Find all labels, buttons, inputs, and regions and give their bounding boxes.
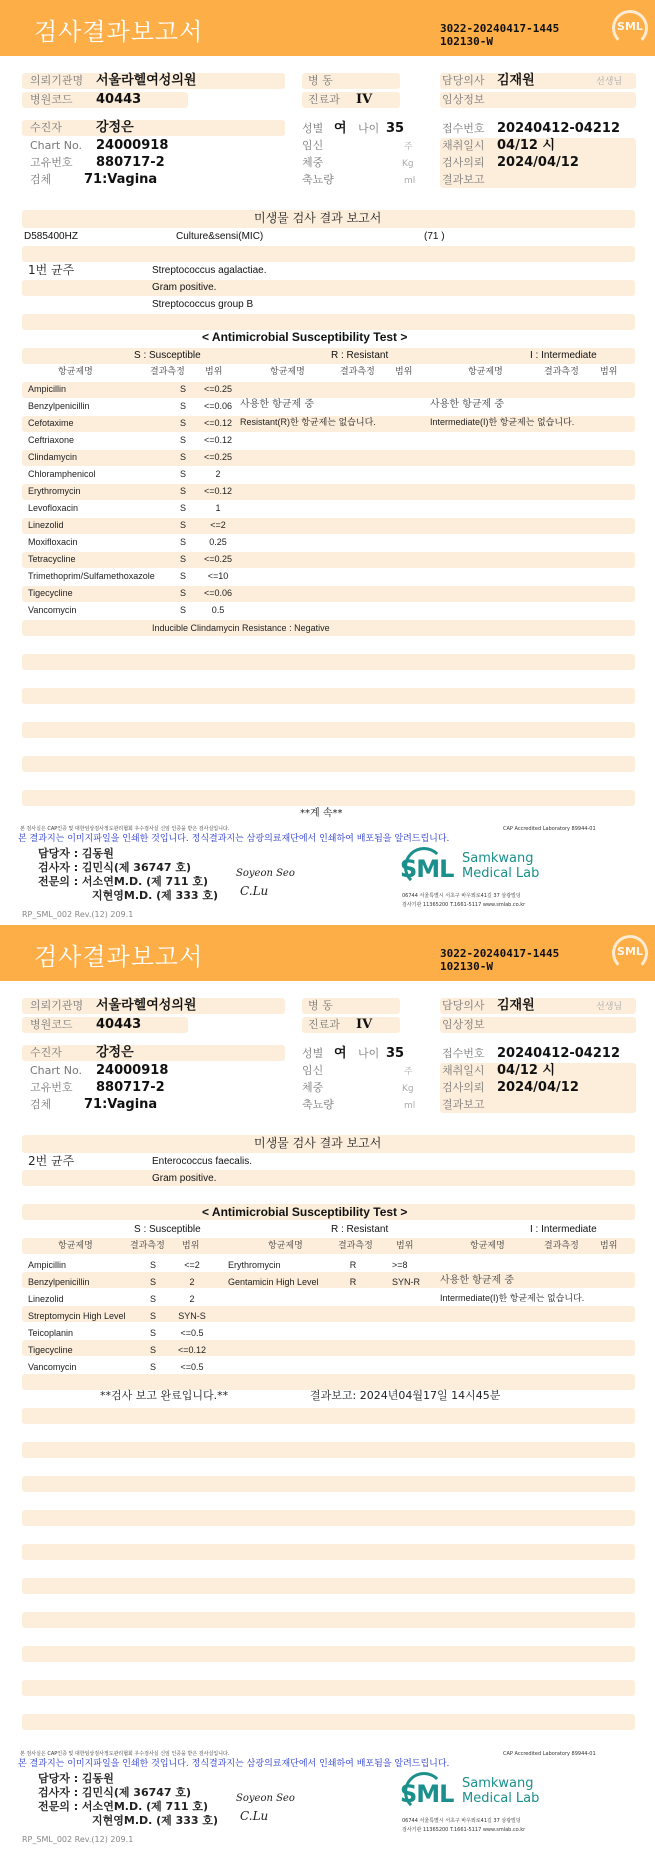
drug-result: S bbox=[179, 384, 186, 394]
report-label: 결과보고 bbox=[442, 1098, 485, 1111]
drug-result: S bbox=[149, 1328, 156, 1338]
dept-value: IV bbox=[356, 1017, 373, 1032]
drug-result: S bbox=[149, 1362, 156, 1372]
legend-susceptible: S : Susceptible bbox=[134, 1224, 201, 1235]
col-range: 범위 bbox=[600, 367, 618, 377]
clinical-label: 임상정보 bbox=[442, 93, 485, 106]
col-drug: 항균제명 bbox=[270, 367, 305, 377]
doc-id-line1: 3022-20240417-1445 bbox=[440, 947, 560, 960]
drug-result: S bbox=[149, 1260, 156, 1270]
name-label: 수진자 bbox=[30, 1046, 62, 1059]
tester: 검사자 : 김민식(제 36747 호) bbox=[38, 1786, 192, 1799]
drug-result: S bbox=[149, 1294, 156, 1304]
clinical-label: 임상정보 bbox=[442, 1018, 485, 1031]
signature-1: Soyeon Seo bbox=[236, 868, 295, 879]
legend-resistant: R : Resistant bbox=[331, 350, 389, 361]
test-name: Culture&sensi(MIC) bbox=[176, 231, 264, 242]
isolate-label: 2번 균주 bbox=[28, 1154, 75, 1168]
name-value: 강정은 bbox=[96, 1045, 134, 1060]
hospital-code-label: 병원코드 bbox=[30, 1018, 73, 1031]
col-result: 결과측정 bbox=[544, 1241, 579, 1251]
drug-result: S bbox=[149, 1311, 156, 1321]
drug-range: <=0.06 bbox=[203, 588, 233, 598]
drug-name: Tetracycline bbox=[28, 554, 76, 564]
drug-range: <=0.12 bbox=[177, 1345, 207, 1355]
drug-name: Tigecycline bbox=[28, 1345, 73, 1355]
report-page-2 bbox=[0, 925, 655, 1850]
cert-note: 본 검사실은 CAP인증 및 대한임상검사정도관리협회 우수검사실 신임 인증을 받은 검사실입니다. bbox=[20, 826, 230, 832]
doc-id-line2: 102130-W bbox=[440, 35, 493, 48]
drug-range: <=0.12 bbox=[203, 418, 233, 428]
col-range: 범위 bbox=[396, 1241, 414, 1251]
drug-name: Ampicillin bbox=[28, 1260, 67, 1270]
age-value: 35 bbox=[386, 121, 405, 136]
sex-label: 성별 bbox=[302, 1047, 324, 1060]
drug-range: <=0.25 bbox=[203, 384, 233, 394]
specimen-label: 검체 bbox=[30, 173, 52, 186]
notice-text: 본 결과지는 이미지파일을 인쇄한 것입니다. 정식결과지는 삼광의료재단에서 인쇄하여 배포됨을 알려드립니다. bbox=[18, 1759, 450, 1769]
drug-name: Chloramphenicol bbox=[28, 469, 96, 479]
lab-address: 06744 서울특별시 서초구 바우뫼로41길 37 삼광빌딩 bbox=[402, 893, 521, 899]
drug-name: Levofloxacin bbox=[28, 503, 79, 513]
drug-result: S bbox=[179, 469, 186, 479]
drug-name: Linezolid bbox=[28, 1294, 64, 1304]
receipt-value: 20240412-04212 bbox=[497, 1046, 620, 1061]
drug-result: S bbox=[179, 401, 186, 411]
drug-name: Vancomycin bbox=[28, 605, 77, 615]
id-label: 고유번호 bbox=[30, 156, 73, 169]
chart-value: 24000918 bbox=[96, 138, 169, 153]
drug-range: 2 bbox=[189, 1277, 195, 1287]
lab-license: 검사기관 11365200 T.1661-5117 www.smlab.co.kr bbox=[402, 1827, 526, 1833]
sex-label: 성별 bbox=[302, 122, 324, 135]
receipt-label: 접수번호 bbox=[442, 1047, 485, 1060]
i-note-1: 사용한 항균제 중 bbox=[440, 1275, 514, 1286]
weight-label: 체중 bbox=[302, 1081, 324, 1094]
doctor-suffix: 선생님 bbox=[596, 77, 623, 87]
sex-value: 여 bbox=[334, 121, 347, 136]
drug-name: Cefotaxime bbox=[28, 418, 74, 428]
col-drug: 항균제명 bbox=[470, 1241, 505, 1251]
sml-mark: SML bbox=[400, 1780, 454, 1808]
urine-unit: ml bbox=[404, 1101, 416, 1111]
col-result: 결과측정 bbox=[150, 367, 185, 377]
chart-value: 24000918 bbox=[96, 1063, 169, 1078]
hospital-code-value: 40443 bbox=[96, 92, 142, 107]
sml-lab-logo-icon bbox=[400, 1772, 600, 1812]
collect-value: 04/12 시 bbox=[497, 138, 556, 153]
specialist: 전문의 : 서소연M.D. (제 711 호) bbox=[38, 1800, 209, 1813]
r-note-2: Resistant(R)한 항균제는 없습니다. bbox=[240, 417, 376, 427]
drug-result: S bbox=[179, 571, 186, 581]
specialist-2: 지현영M.D. (제 333 호) bbox=[92, 889, 219, 902]
drug-result: S bbox=[179, 537, 186, 547]
pregnancy-label: 임신 bbox=[302, 1064, 324, 1077]
chart-label: Chart No. bbox=[30, 1064, 82, 1077]
ward-label: 병 동 bbox=[308, 74, 333, 87]
request-value: 2024/04/12 bbox=[497, 1080, 579, 1095]
pregnancy-unit: 주 bbox=[404, 1067, 413, 1077]
inducible-clindamycin-result: Inducible Clindamycin Resistance : Negative bbox=[152, 623, 330, 633]
drug-name: Tigecycline bbox=[28, 588, 73, 598]
r-note-1: 사용한 항균제 중 bbox=[240, 399, 314, 410]
drug-name: Streptomycin High Level bbox=[28, 1311, 126, 1321]
col-result: 결과측정 bbox=[544, 367, 579, 377]
drug-name: Erythromycin bbox=[228, 1260, 281, 1270]
ward-label: 병 동 bbox=[308, 999, 333, 1012]
col-range: 범위 bbox=[600, 1241, 618, 1251]
lab-license: 검사기관 11365200 T.1661-5117 www.smlab.co.kr bbox=[402, 902, 526, 908]
drug-range: 0.25 bbox=[209, 537, 227, 547]
signature-2: C.Lu bbox=[240, 884, 269, 898]
legend-intermediate: I : Intermediate bbox=[530, 1224, 597, 1235]
drug-result: S bbox=[149, 1277, 156, 1287]
drug-range: <=0.5 bbox=[180, 1328, 204, 1338]
col-range: 범위 bbox=[182, 1241, 200, 1251]
age-label: 나이 bbox=[358, 122, 380, 135]
sex-value: 여 bbox=[334, 1046, 347, 1061]
drug-result: S bbox=[179, 503, 186, 513]
form-code: RP_SML_002 Rev.(12) 209.1 bbox=[22, 1835, 134, 1844]
drug-range: 2 bbox=[189, 1294, 195, 1304]
col-drug: 항균제명 bbox=[268, 1241, 303, 1251]
institution-label: 의뢰기관명 bbox=[30, 999, 84, 1012]
signature-2: C.Lu bbox=[240, 1809, 269, 1823]
lab-name-1: Samkwang bbox=[462, 851, 534, 866]
i-note-1: 사용한 항균제 중 bbox=[430, 399, 504, 410]
legend-resistant: R : Resistant bbox=[331, 1224, 389, 1235]
specialist: 전문의 : 서소연M.D. (제 711 호) bbox=[38, 875, 209, 888]
name-label: 수진자 bbox=[30, 121, 62, 134]
legend-intermediate: I : Intermediate bbox=[530, 350, 597, 361]
drug-result: S bbox=[149, 1345, 156, 1355]
doctor-value: 김재원 bbox=[497, 73, 535, 88]
doctor-label: 담당의사 bbox=[442, 999, 485, 1012]
cap-accreditation: CAP Accredited Laboratory 89944-01 bbox=[503, 826, 596, 832]
id-value: 880717-2 bbox=[96, 155, 165, 170]
micro-section-title: 미생물 검사 결과 보고서 bbox=[254, 1136, 382, 1150]
specialist-2: 지현영M.D. (제 333 호) bbox=[92, 1814, 219, 1827]
col-drug: 항균제명 bbox=[468, 367, 503, 377]
weight-unit: Kg bbox=[402, 1084, 414, 1094]
doctor-label: 담당의사 bbox=[442, 74, 485, 87]
drug-range: 1 bbox=[215, 503, 221, 513]
drug-range: <=10 bbox=[207, 571, 229, 581]
sml-header-logo-icon: SML bbox=[612, 935, 648, 971]
drug-range: <=0.25 bbox=[203, 452, 233, 462]
isolate-line: Streptococcus group B bbox=[152, 299, 254, 310]
col-drug: 항균제명 bbox=[58, 1241, 93, 1251]
sml-mark: SML bbox=[400, 855, 454, 883]
collect-value: 04/12 시 bbox=[497, 1063, 556, 1078]
urine-unit: ml bbox=[404, 176, 416, 186]
drug-name: Gentamicin High Level bbox=[228, 1277, 319, 1287]
drug-range: >=8 bbox=[392, 1260, 408, 1270]
drug-result: S bbox=[179, 605, 186, 615]
col-range: 범위 bbox=[395, 367, 413, 377]
manager: 담당자 : 김동원 bbox=[38, 1772, 114, 1785]
name-value: 강정은 bbox=[96, 120, 134, 135]
lab-address: 06744 서울특별시 서초구 바우뫼로41길 37 삼광빌딩 bbox=[402, 1818, 521, 1824]
receipt-value: 20240412-04212 bbox=[497, 121, 620, 136]
drug-name: Ampicillin bbox=[28, 384, 67, 394]
drug-range: <=0.5 bbox=[180, 1362, 204, 1372]
report-title: 검사결과보고서 bbox=[34, 18, 204, 46]
drug-name: Benzylpenicillin bbox=[28, 401, 90, 411]
drug-name: Linezolid bbox=[28, 520, 64, 530]
dept-value: IV bbox=[356, 92, 373, 107]
cap-accreditation: CAP Accredited Laboratory 89944-01 bbox=[503, 1751, 596, 1757]
continued-text: **계 속** bbox=[300, 808, 343, 819]
age-value: 35 bbox=[386, 1046, 405, 1061]
doc-id-line1: 3022-20240417-1445 bbox=[440, 22, 560, 35]
drug-name: Clindamycin bbox=[28, 452, 78, 462]
isolate-line: Gram positive. bbox=[152, 1173, 217, 1184]
drug-name: Trimethoprim/Sulfamethoxazole bbox=[28, 571, 155, 581]
isolate-line: Gram positive. bbox=[152, 282, 217, 293]
institution-value: 서울라헬여성의원 bbox=[96, 73, 197, 88]
sml-header-logo-icon: SML bbox=[612, 10, 648, 46]
drug-range: <=0.25 bbox=[203, 554, 233, 564]
request-value: 2024/04/12 bbox=[497, 155, 579, 170]
dept-label: 진료과 bbox=[308, 1018, 340, 1031]
drug-range: <=2 bbox=[184, 1260, 200, 1270]
col-result: 결과측정 bbox=[340, 367, 375, 377]
drug-name: Erythromycin bbox=[28, 486, 81, 496]
drug-name: Teicoplanin bbox=[28, 1328, 74, 1338]
weight-label: 체중 bbox=[302, 156, 324, 169]
report-header bbox=[0, 925, 655, 981]
drug-range: <=2 bbox=[210, 520, 226, 530]
drug-result: S bbox=[179, 452, 186, 462]
drug-name: Ceftriaxone bbox=[28, 435, 75, 445]
report-complete: **검사 보고 완료입니다.** bbox=[100, 1389, 229, 1402]
ast-title: < Antimicrobial Susceptibility Test > bbox=[202, 1205, 408, 1219]
drug-result: R bbox=[349, 1277, 357, 1287]
drug-result: S bbox=[179, 520, 186, 530]
pregnancy-label: 임신 bbox=[302, 139, 324, 152]
drug-result: R bbox=[349, 1260, 357, 1270]
drug-result: S bbox=[179, 418, 186, 428]
drug-range: 0.5 bbox=[211, 605, 225, 615]
urine-label: 축뇨량 bbox=[302, 173, 334, 186]
drug-range: SYN-R bbox=[392, 1277, 421, 1287]
drug-name: Vancomycin bbox=[28, 1362, 77, 1372]
drug-range: <=0.12 bbox=[203, 435, 233, 445]
drug-result: S bbox=[179, 486, 186, 496]
collect-label: 채취일시 bbox=[442, 139, 485, 152]
drug-name: Benzylpenicillin bbox=[28, 1277, 90, 1287]
drug-result: S bbox=[179, 554, 186, 564]
pregnancy-unit: 주 bbox=[404, 142, 413, 152]
manager: 담당자 : 김동원 bbox=[38, 847, 114, 860]
hospital-code-value: 40443 bbox=[96, 1017, 142, 1032]
lab-name-1: Samkwang bbox=[462, 1776, 534, 1791]
lab-name bbox=[462, 851, 539, 881]
doc-id bbox=[440, 22, 559, 48]
drug-range: <=0.06 bbox=[203, 401, 233, 411]
cert-note: 본 검사실은 CAP인증 및 대한임상검사정도관리협회 우수검사실 신임 인증을 받은 검사실입니다. bbox=[20, 1751, 230, 1757]
ast-title: < Antimicrobial Susceptibility Test > bbox=[202, 330, 408, 344]
signature-1: Soyeon Seo bbox=[236, 1793, 295, 1804]
dept-label: 진료과 bbox=[308, 93, 340, 106]
isolate-line: Streptococcus agalactiae. bbox=[152, 265, 267, 276]
id-label: 고유번호 bbox=[30, 1081, 73, 1094]
doctor-suffix: 선생님 bbox=[596, 1002, 623, 1012]
i-note-2: Intermediate(I)한 항균제는 없습니다. bbox=[440, 1293, 585, 1303]
doc-id bbox=[440, 947, 559, 973]
report-header bbox=[0, 0, 655, 56]
drug-range: 2 bbox=[215, 469, 221, 479]
col-drug: 항균제명 bbox=[58, 367, 93, 377]
hospital-code-label: 병원코드 bbox=[30, 93, 73, 106]
lab-name bbox=[462, 1776, 539, 1806]
request-label: 검사의뢰 bbox=[442, 1081, 485, 1094]
legend-susceptible: S : Susceptible bbox=[134, 350, 201, 361]
urine-label: 축뇨량 bbox=[302, 1098, 334, 1111]
isolate-line: Enterococcus faecalis. bbox=[152, 1156, 253, 1167]
isolate-label: 1번 균주 bbox=[28, 263, 75, 277]
drug-range: <=0.12 bbox=[203, 486, 233, 496]
report-title: 검사결과보고서 bbox=[34, 943, 204, 971]
institution-value: 서울라헬여성의원 bbox=[96, 998, 197, 1013]
request-label: 검사의뢰 bbox=[442, 156, 485, 169]
col-range: 범위 bbox=[205, 367, 223, 377]
age-label: 나이 bbox=[358, 1047, 380, 1060]
doc-id-line2: 102130-W bbox=[440, 960, 493, 973]
drug-name: Moxifloxacin bbox=[28, 537, 78, 547]
micro-section-title: 미생물 검사 결과 보고서 bbox=[254, 211, 382, 225]
weight-unit: Kg bbox=[402, 159, 414, 169]
id-value: 880717-2 bbox=[96, 1080, 165, 1095]
test-code: D585400HZ bbox=[24, 231, 78, 242]
sml-lab-logo-icon bbox=[400, 847, 600, 887]
lab-name-2: Medical Lab bbox=[462, 1791, 540, 1806]
col-result: 결과측정 bbox=[130, 1241, 165, 1251]
institution-label: 의뢰기관명 bbox=[30, 74, 84, 87]
drug-range: SYN-S bbox=[178, 1311, 206, 1321]
tester: 검사자 : 김민식(제 36747 호) bbox=[38, 861, 192, 874]
receipt-label: 접수번호 bbox=[442, 122, 485, 135]
specimen-value: 71:Vagina bbox=[84, 1097, 158, 1112]
col-result: 결과측정 bbox=[338, 1241, 373, 1251]
i-note-2: Intermediate(I)한 항균제는 없습니다. bbox=[430, 417, 575, 427]
collect-label: 채취일시 bbox=[442, 1064, 485, 1077]
chart-label: Chart No. bbox=[30, 139, 82, 152]
notice-text: 본 결과지는 이미지파일을 인쇄한 것입니다. 정식결과지는 삼광의료재단에서 인쇄하여 배포됨을 알려드립니다. bbox=[18, 834, 450, 844]
test-specimen: (71 ) bbox=[424, 231, 445, 242]
drug-result: S bbox=[179, 588, 186, 598]
specimen-label: 검체 bbox=[30, 1098, 52, 1111]
specimen-value: 71:Vagina bbox=[84, 172, 158, 187]
drug-result: S bbox=[179, 435, 186, 445]
lab-name-2: Medical Lab bbox=[462, 866, 540, 881]
report-time: 결과보고: 2024년04월17일 14시45분 bbox=[310, 1389, 501, 1402]
report-label: 결과보고 bbox=[442, 173, 485, 186]
form-code: RP_SML_002 Rev.(12) 209.1 bbox=[22, 910, 134, 919]
doctor-value: 김재원 bbox=[497, 998, 535, 1013]
